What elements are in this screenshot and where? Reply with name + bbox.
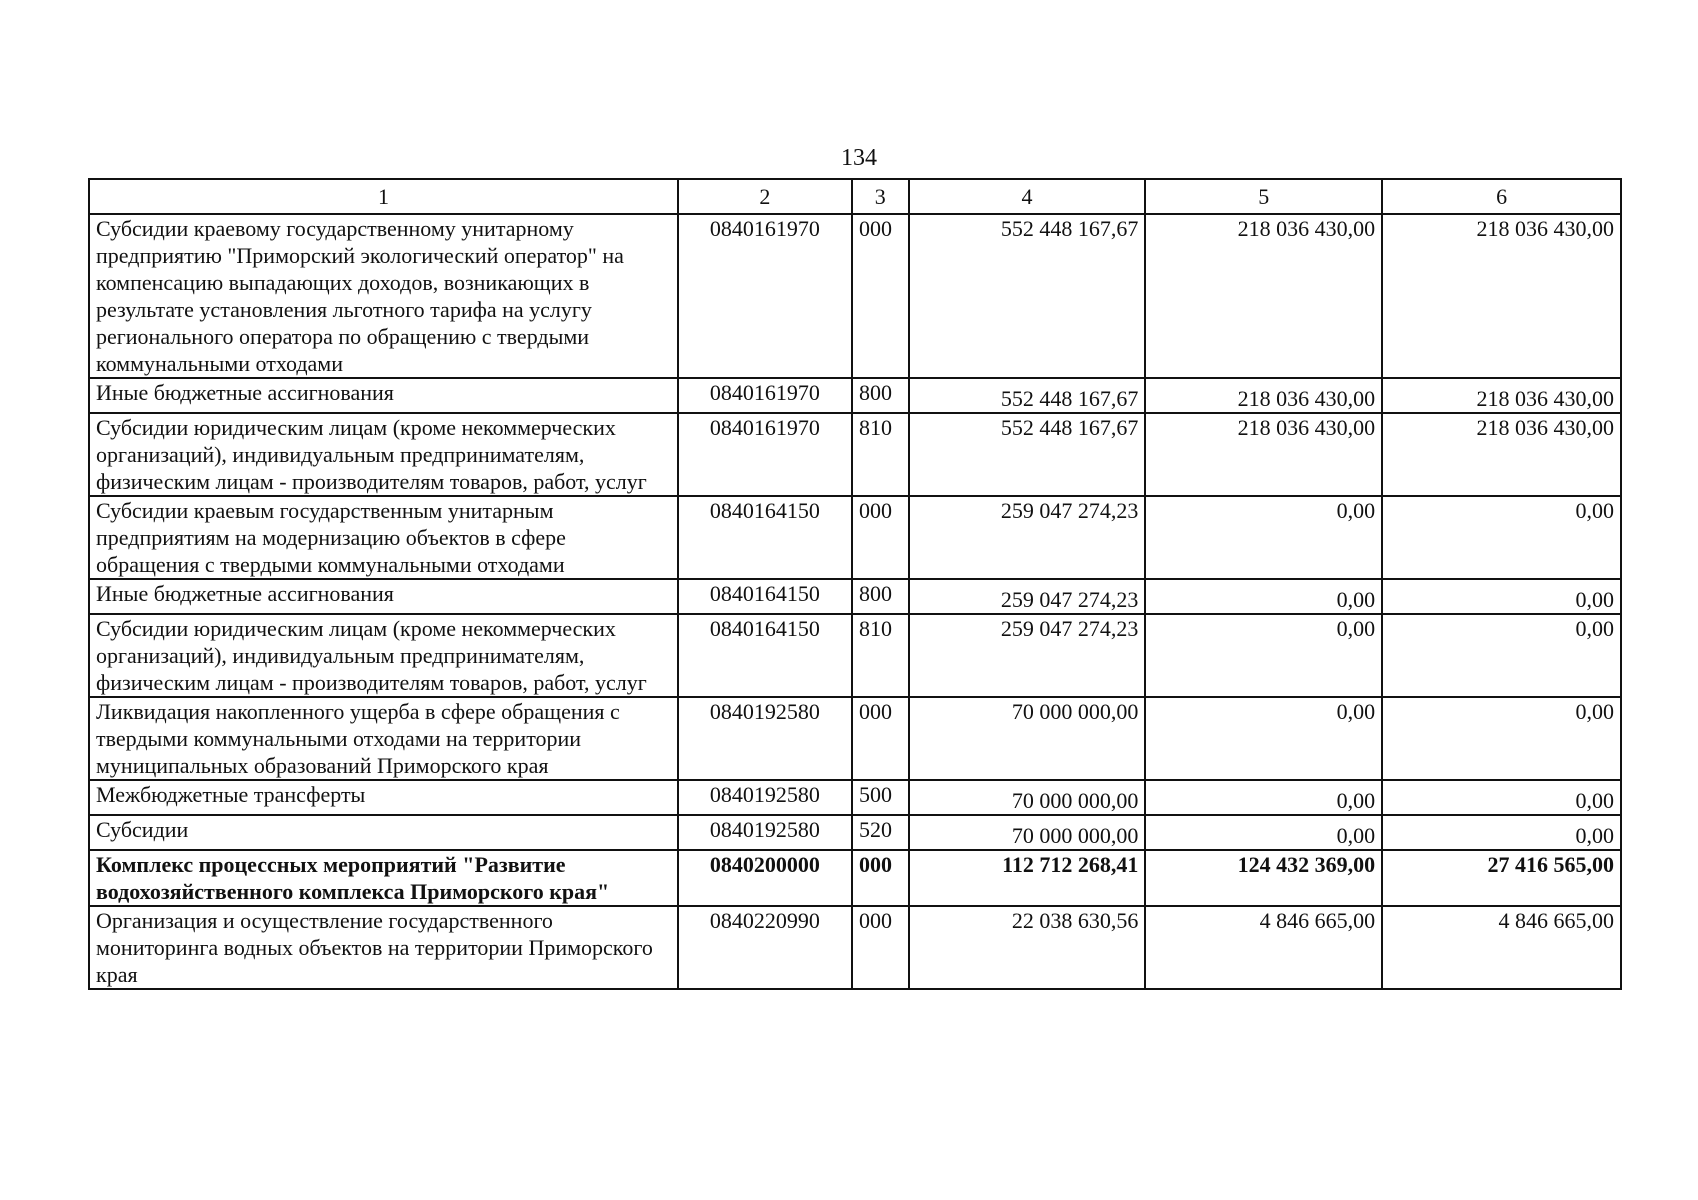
row-expense-type: 000: [852, 214, 909, 378]
row-amount-col4: 259 047 274,23: [909, 614, 1146, 697]
row-amount-col6: 0,00: [1382, 614, 1621, 697]
row-amount-col6: 4 846 665,00: [1382, 906, 1621, 989]
row-name: Иные бюджетные ассигнования: [89, 378, 678, 413]
row-amount-col6: 27 416 565,00: [1382, 850, 1621, 906]
table-row: [89, 378, 1621, 413]
row-amount-col4: 112 712 268,41: [909, 850, 1146, 906]
table-row: [89, 214, 1621, 378]
row-amount-col4: 70 000 000,00: [909, 697, 1146, 780]
row-amount-col5: 124 432 369,00: [1145, 850, 1382, 906]
row-amount-col5: 0,00: [1145, 579, 1382, 614]
row-amount-col4: 70 000 000,00: [909, 780, 1146, 815]
row-expense-type: 000: [852, 850, 909, 906]
row-code: 0840164150: [678, 496, 852, 579]
row-code: 0840192580: [678, 780, 852, 815]
table-row: [89, 697, 1621, 780]
row-expense-type: 000: [852, 496, 909, 579]
budget-table: [88, 178, 1622, 990]
row-code: 0840164150: [678, 614, 852, 697]
row-amount-col6: 0,00: [1382, 579, 1621, 614]
table-row: [89, 579, 1621, 614]
row-amount-col5: 0,00: [1145, 815, 1382, 850]
row-amount-col4: 552 448 167,67: [909, 378, 1146, 413]
row-amount-col5: 0,00: [1145, 697, 1382, 780]
row-amount-col5: 4 846 665,00: [1145, 906, 1382, 989]
table-row: [89, 780, 1621, 815]
column-header: 2: [678, 179, 852, 214]
row-amount-col5: 0,00: [1145, 614, 1382, 697]
row-name: Субсидии: [89, 815, 678, 850]
row-expense-type: 800: [852, 579, 909, 614]
row-amount-col4: 552 448 167,67: [909, 214, 1146, 378]
row-expense-type: 810: [852, 614, 909, 697]
row-code: 0840161970: [678, 214, 852, 378]
column-header: 4: [909, 179, 1146, 214]
row-amount-col6: 218 036 430,00: [1382, 378, 1621, 413]
row-code: 0840200000: [678, 850, 852, 906]
table-row: [89, 496, 1621, 579]
row-name: Субсидии краевым государственным унитарным предприятиям на модернизацию объектов в сфере обращения с твердыми коммунальными отходами: [89, 496, 678, 579]
row-amount-col5: 0,00: [1145, 780, 1382, 815]
row-code: 0840192580: [678, 815, 852, 850]
row-expense-type: 810: [852, 413, 909, 496]
row-name: Субсидии юридическим лицам (кроме некоммерческих организаций), индивидуальным предпринимателям, физическим лицам - производителям товаров, работ, услуг: [89, 614, 678, 697]
row-code: 0840161970: [678, 413, 852, 496]
row-code: 0840192580: [678, 697, 852, 780]
row-amount-col4: 259 047 274,23: [909, 496, 1146, 579]
table-row: [89, 850, 1621, 906]
row-amount-col6: 0,00: [1382, 697, 1621, 780]
row-expense-type: 520: [852, 815, 909, 850]
row-name: Организация и осуществление государственного мониторинга водных объектов на территории Приморского края: [89, 906, 678, 989]
row-amount-col4: 22 038 630,56: [909, 906, 1146, 989]
row-name: Комплекс процессных мероприятий "Развитие водохозяйственного комплекса Приморского края": [89, 850, 678, 906]
table-row: [89, 614, 1621, 697]
row-name: Иные бюджетные ассигнования: [89, 579, 678, 614]
row-name: Субсидии юридическим лицам (кроме некоммерческих организаций), индивидуальным предпринимателям, физическим лицам - производителям товаров, работ, услуг: [89, 413, 678, 496]
row-name: Ликвидация накопленного ущерба в сфере обращения с твердыми коммунальными отходами на территории муниципальных образований Приморского края: [89, 697, 678, 780]
row-expense-type: 000: [852, 697, 909, 780]
row-code: 0840220990: [678, 906, 852, 989]
row-name: Субсидии краевому государственному унитарному предприятию "Приморский экологический оператор" на компенсацию выпадающих доходов, возникающих в результате установления льготного тарифа на услугу регионального оператора по обращению с твердыми коммунальными отходами: [89, 214, 678, 378]
column-number-row: [89, 179, 1621, 214]
row-code: 0840164150: [678, 579, 852, 614]
row-amount-col4: 70 000 000,00: [909, 815, 1146, 850]
table-row: [89, 906, 1621, 989]
row-amount-col4: 259 047 274,23: [909, 579, 1146, 614]
row-name: Межбюджетные трансферты: [89, 780, 678, 815]
row-amount-col5: 218 036 430,00: [1145, 214, 1382, 378]
column-header: 6: [1382, 179, 1621, 214]
row-expense-type: 500: [852, 780, 909, 815]
row-expense-type: 000: [852, 906, 909, 989]
row-amount-col6: 218 036 430,00: [1382, 214, 1621, 378]
row-amount-col4: 552 448 167,67: [909, 413, 1146, 496]
row-amount-col6: 0,00: [1382, 780, 1621, 815]
row-expense-type: 800: [852, 378, 909, 413]
column-header: 3: [852, 179, 909, 214]
page-number: 134: [841, 145, 877, 171]
row-amount-col6: 0,00: [1382, 815, 1621, 850]
row-amount-col5: 0,00: [1145, 496, 1382, 579]
table-row: [89, 413, 1621, 496]
row-code: 0840161970: [678, 378, 852, 413]
column-header: 1: [89, 179, 678, 214]
table-row: [89, 815, 1621, 850]
row-amount-col5: 218 036 430,00: [1145, 378, 1382, 413]
row-amount-col6: 218 036 430,00: [1382, 413, 1621, 496]
row-amount-col5: 218 036 430,00: [1145, 413, 1382, 496]
column-header: 5: [1145, 179, 1382, 214]
row-amount-col6: 0,00: [1382, 496, 1621, 579]
